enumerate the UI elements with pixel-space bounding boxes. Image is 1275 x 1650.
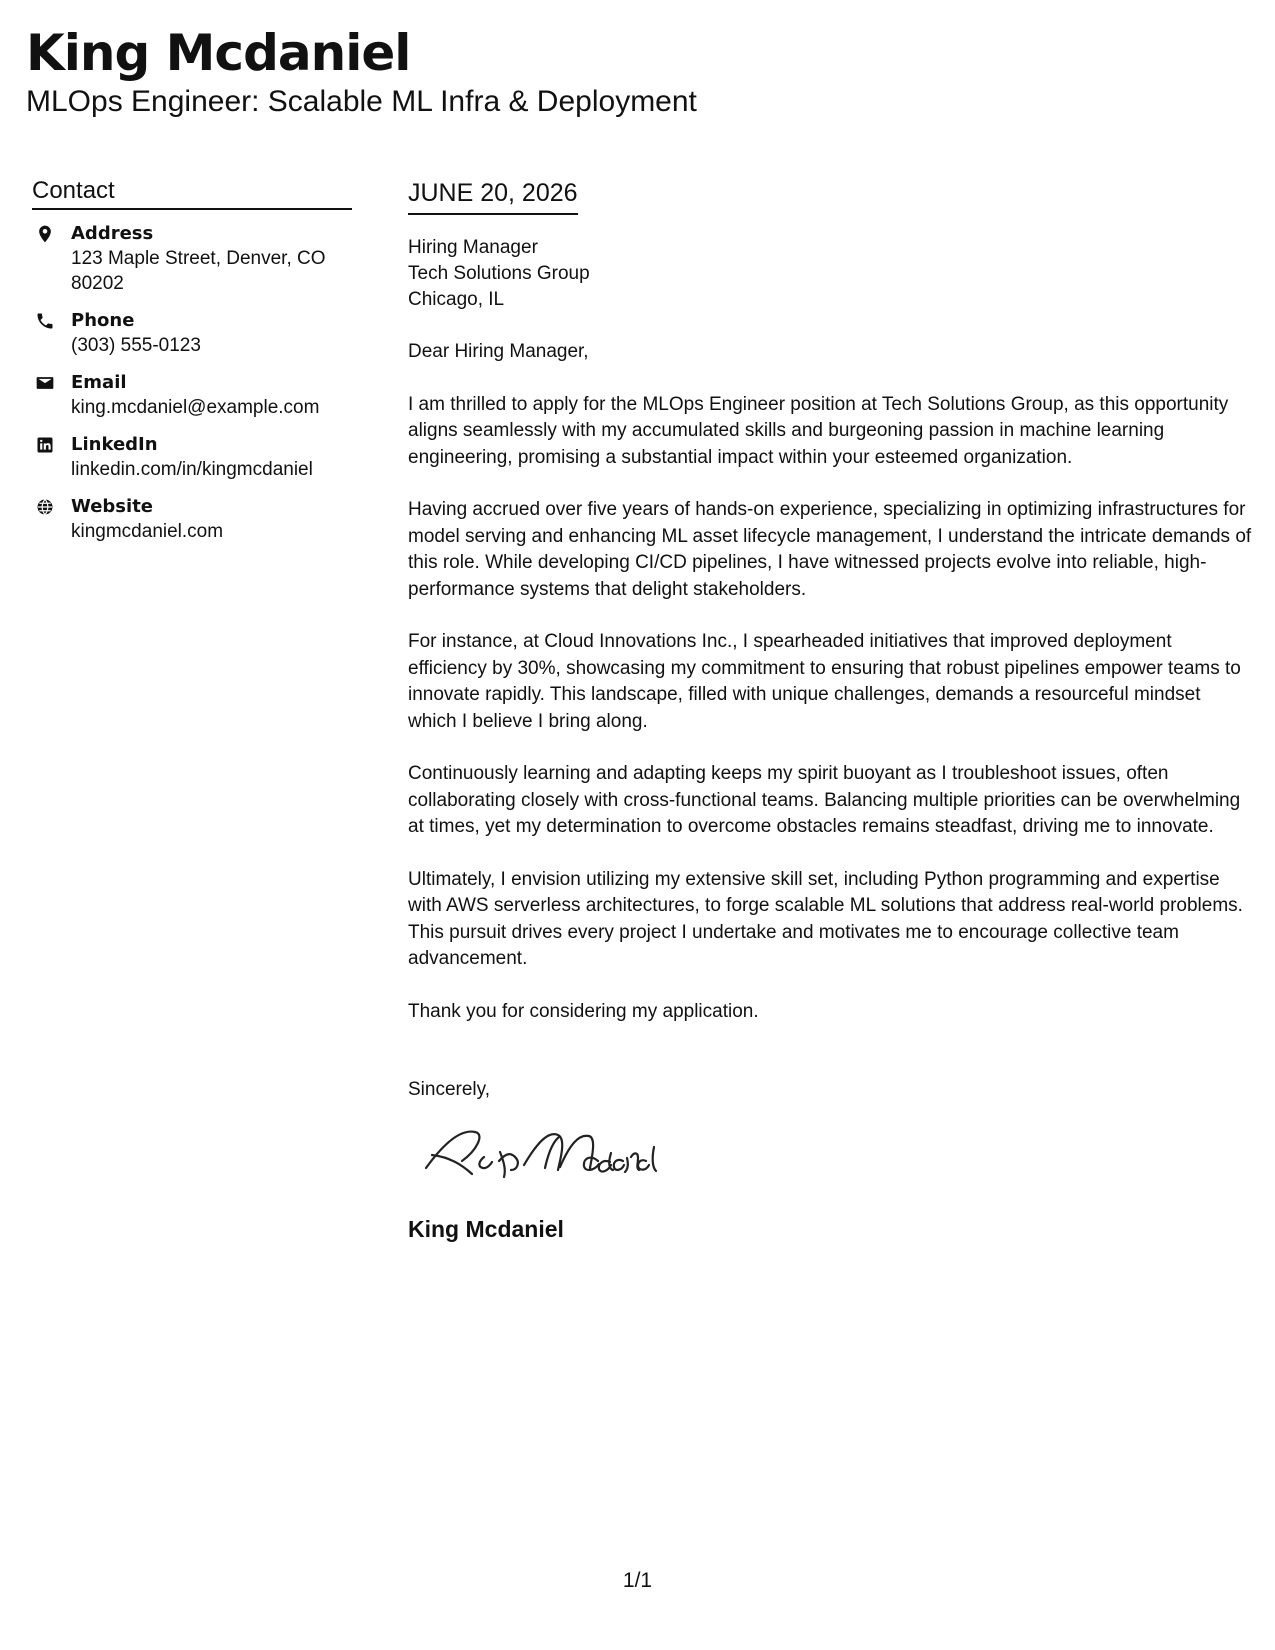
body-paragraph-2: Having accrued over five years of hands-on experience, specializing in optimizing infrastructures for model serving and enhancing ML asset lifecycle management, I understand the intricate demands of this role. While developing CI/CD pipelines, I have witnessed projects evolve into reliable, high-performance systems that delight stakeholders.: [408, 499, 1252, 600]
email-value: king.mcdaniel@example.com: [71, 397, 320, 418]
signed-name: King Mcdaniel: [408, 1216, 564, 1242]
envelope-icon: [35, 373, 55, 393]
address-label: Address: [71, 223, 154, 244]
website-value: kingmcdaniel.com: [71, 521, 224, 542]
contact-item-email: [32, 371, 352, 420]
recipient-block: [408, 235, 1253, 313]
body-paragraph-3: For instance, at Cloud Innovations Inc., I spearheaded initiatives that improved deployment efficiency by 30%, showcasing my commitment to ensuring that robust pipelines empower teams to innovate rapidly. This landscape, filled with unique challenges, demands a resourceful mindset which I believe I bring along.: [408, 631, 1241, 732]
recipient-location: Chicago, IL: [408, 289, 505, 310]
body-paragraph-5: Ultimately, I envision utilizing my extensive skill set, including Python programming and expertise with AWS serverless architectures, to forge scalable ML solutions that address real-world problems. This pursuit drives every project I undertake and motivates me to encourage collective team advancement.: [408, 868, 1243, 969]
contact-item-website: [32, 495, 352, 544]
thank-you-line: Thank you for considering my application.: [408, 1000, 759, 1022]
candidate-name: King Mcdaniel: [26, 24, 411, 82]
phone-value: (303) 555-0123: [71, 335, 201, 356]
linkedin-icon: [35, 435, 55, 455]
contact-sidebar: [32, 176, 352, 557]
website-label: Website: [71, 496, 154, 517]
linkedin-value: linkedin.com/in/kingmcdaniel: [71, 459, 313, 480]
page-number: 1/1: [622, 1569, 653, 1592]
email-label: Email: [71, 372, 127, 393]
linkedin-label: LinkedIn: [71, 434, 158, 455]
globe-icon: [35, 497, 55, 517]
body-paragraph-1: I am thrilled to apply for the MLOps Engineer position at Tech Solutions Group, as this opportunity aligns seamlessly with my accumulated skills and burgeoning passion in machine learning engineering, promising a substantial impact within your esteemed organization.: [408, 393, 1229, 468]
body-paragraph-4: Continuously learning and adapting keeps my spirit buoyant as I troubleshoot issues, often collaborating closely with cross-functional teams. Balancing multiple priorities can be overwhelming at times, yet my determination to overcome obstacles remains steadfast, driving me to innovate.: [408, 763, 1241, 837]
contact-section-title: Contact: [32, 176, 352, 210]
letter-date: JUNE 20, 2026: [408, 179, 578, 207]
location-pin-icon: [35, 224, 55, 244]
handwritten-signature: [412, 1123, 672, 1181]
contact-item-linkedin: [32, 433, 352, 482]
phone-label: Phone: [71, 310, 135, 331]
salutation: Dear Hiring Manager,: [408, 341, 589, 362]
recipient-company: Tech Solutions Group: [408, 263, 590, 284]
letter-body: [408, 178, 1253, 1243]
document-header: [26, 22, 1206, 120]
candidate-role: MLOps Engineer: Scalable ML Infra & Deployment: [26, 85, 697, 118]
recipient-title: Hiring Manager: [408, 237, 538, 258]
contact-item-address: [32, 222, 352, 296]
contact-item-phone: [32, 309, 352, 358]
date-block: [408, 178, 578, 215]
address-value: 123 Maple Street, Denver, CO 80202: [71, 248, 326, 294]
closing-line: Sincerely,: [408, 1079, 491, 1100]
phone-icon: [35, 311, 55, 331]
